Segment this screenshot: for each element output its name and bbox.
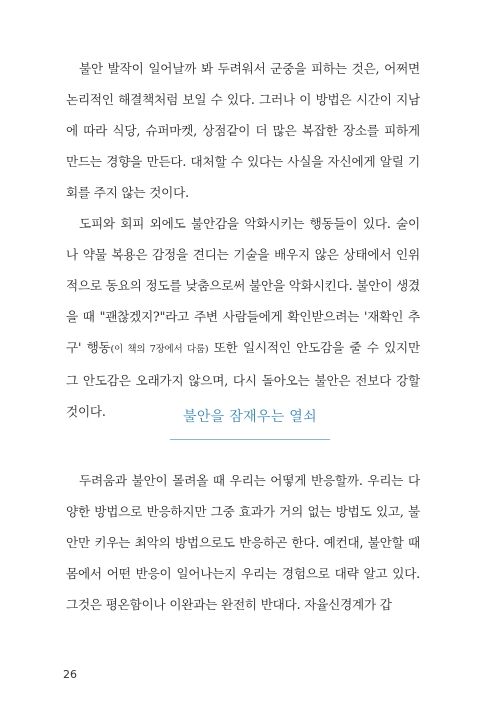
paragraph-avoidance: 불안 발작이 일어날까 봐 두려워서 군중을 피하는 것은, 어쩌면 논리적인 해결책처럼 보일 수 있다. 그러나 이 방법은 시간이 지남에 따라 식당, 슈퍼마켓, 상점같이 더 많은 복잡한 장소를 피하게 만드는 경향을 만든다. 대처할 수 있다는 사실을 자신에게 알릴 기회를 주지 않는 것이다. xyxy=(66,61,420,200)
paragraph-worsening-text-2: 또한 일시적인 안도감을 줄 수 있지만 그 안도감은 오래가지 않으며, 다시 돌아오는 불안은 전보다 강할 것이다. xyxy=(66,340,420,419)
paragraph-worsening-behaviors xyxy=(66,208,420,427)
section-heading: 불안을 잠재우는 열쇠 xyxy=(183,409,317,425)
page-number: 26 xyxy=(63,668,77,681)
body-text-top xyxy=(66,53,420,427)
body-text-bottom xyxy=(66,465,420,620)
paragraph-worsening-text-1: 도피와 회피 외에도 불안감을 악화시키는 행동들이 있다. 술이나 약물 복용은 감정을 견디는 기술을 배우지 않은 상태에서 인위적으로 동요의 정도를 낮춤으로써 불안을 악화시킨다. 불안이 생겼을 때 "괜찮겠지?"라고 주변 사람들에게 확인받으려는 '재확인 추구' 행동 xyxy=(66,216,420,355)
section-heading-container xyxy=(0,406,500,426)
chapter-reference-note: (이 책의 7장에서 다룸) xyxy=(110,344,209,355)
paragraph-reactions: 두려움과 불안이 몰려올 때 우리는 어떻게 반응할까. 우리는 다양한 방법으로 반응하지만 그중 효과가 거의 없는 방법도 있고, 불안만 키우는 최악의 방법으로도 반응하곤 한다. 예컨대, 불안할 때 몸에서 어떤 반응이 일어나는지 우리는 경험으로 대략 알고 있다. 그것은 평온함이나 이완과는 완전히 반대다. 자율신경계가 갑 xyxy=(66,473,420,612)
heading-underline xyxy=(170,439,330,440)
